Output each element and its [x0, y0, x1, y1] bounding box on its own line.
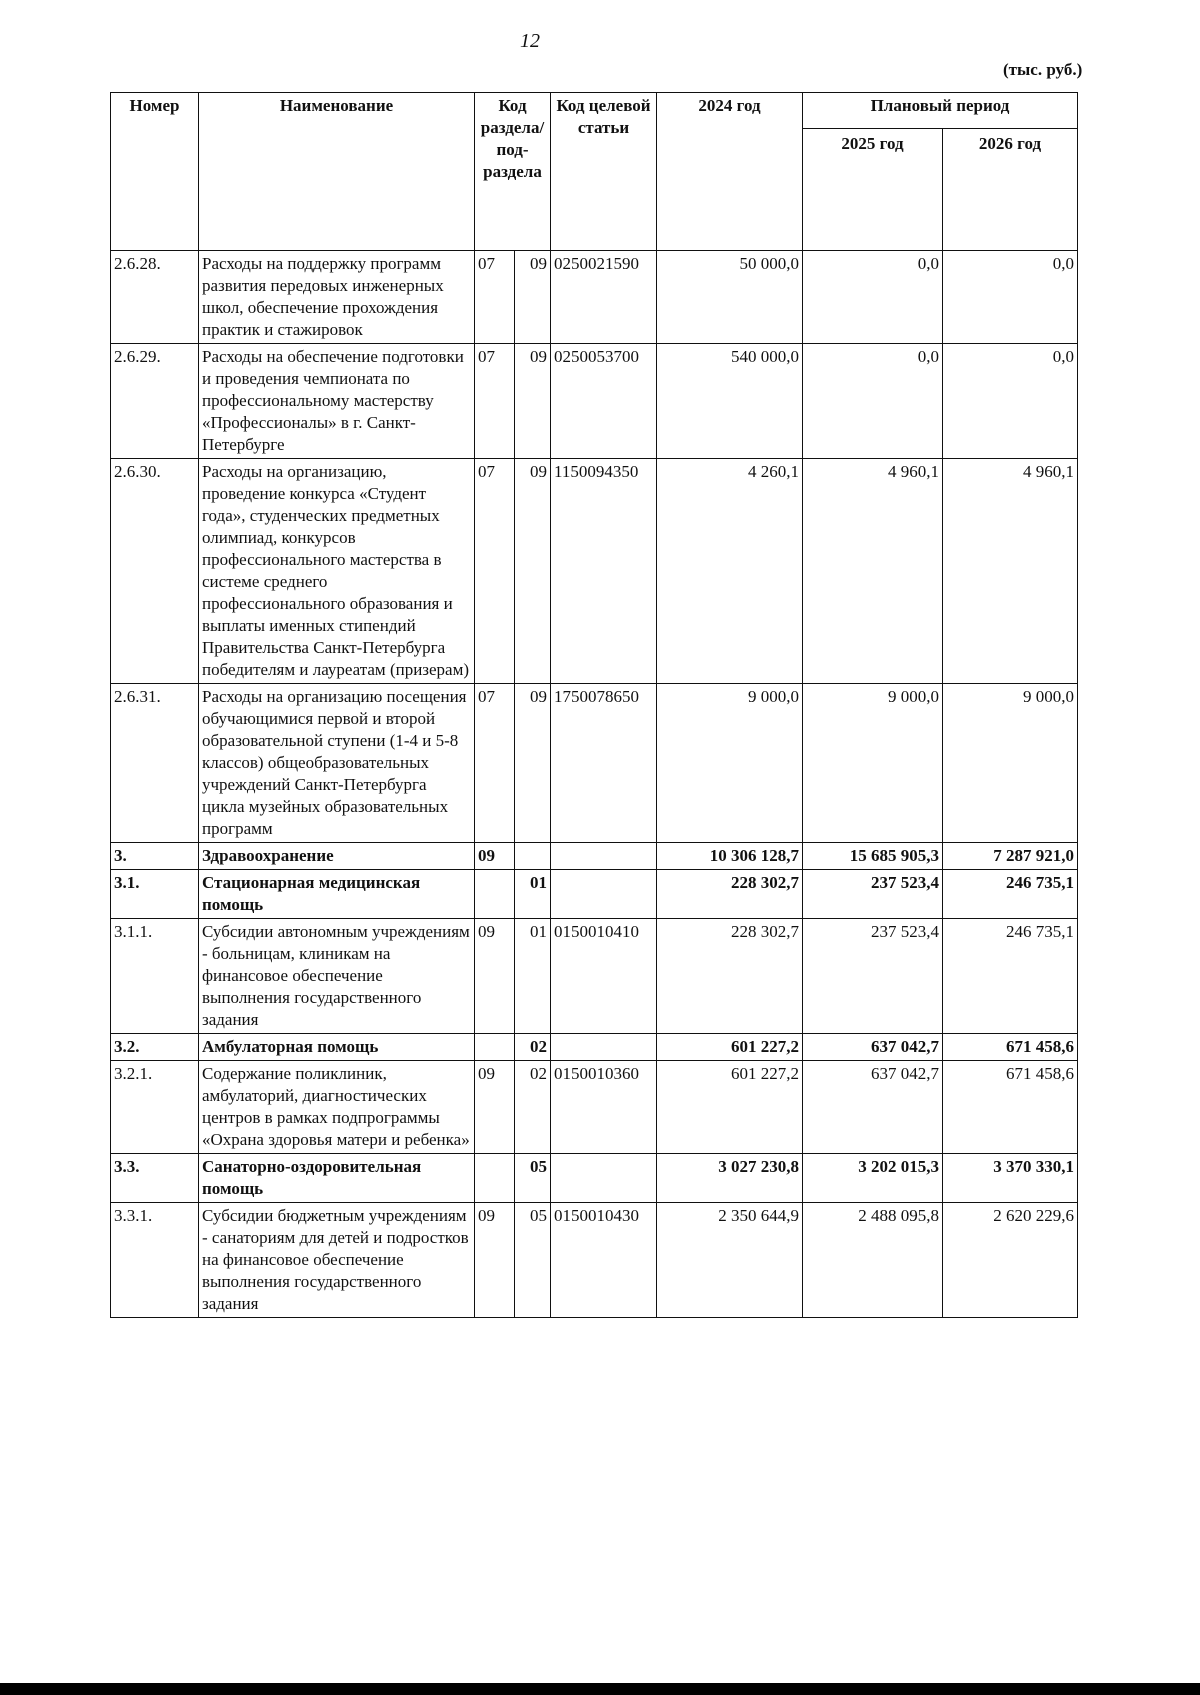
row-section-code: 09 [475, 1061, 515, 1154]
row-section-code: 07 [475, 684, 515, 843]
row-name: Расходы на поддержку программ развития передовых инженерных школ, обеспечение прохождения практик и стажировок [199, 251, 475, 344]
row-name: Здравоохранение [199, 843, 475, 870]
row-number: 2.6.31. [111, 684, 199, 843]
row-value-2024: 601 227,2 [657, 1061, 803, 1154]
row-name: Расходы на обеспечение подготовки и проведения чемпионата по профессиональному мастерству «Профессионалы» в г. Санкт-Петербурге [199, 344, 475, 459]
row-value-2024: 228 302,7 [657, 870, 803, 919]
row-subsection-code: 01 [515, 870, 551, 919]
row-value-2025: 637 042,7 [803, 1034, 943, 1061]
row-section-code: 09 [475, 843, 515, 870]
row-name: Субсидии бюджетным учреждениям - санаториям для детей и подростков на финансовое обеспечение выполнения государственного задания [199, 1203, 475, 1318]
row-value-2025: 2 488 095,8 [803, 1203, 943, 1318]
table-row [111, 344, 1078, 459]
row-value-2026: 4 960,1 [943, 459, 1078, 684]
row-target-code: 0250021590 [551, 251, 657, 344]
table-row [111, 919, 1078, 1034]
row-number: 3.2.1. [111, 1061, 199, 1154]
row-value-2025: 3 202 015,3 [803, 1154, 943, 1203]
row-number: 2.6.29. [111, 344, 199, 459]
header-number: Номер [111, 93, 199, 251]
table-body [111, 251, 1078, 1318]
row-value-2024: 50 000,0 [657, 251, 803, 344]
row-value-2024: 601 227,2 [657, 1034, 803, 1061]
units-label: (тыс. руб.) [1003, 60, 1083, 79]
row-name: Санаторно-оздоровительная помощь [199, 1154, 475, 1203]
row-value-2025: 237 523,4 [803, 870, 943, 919]
row-number: 3.3.1. [111, 1203, 199, 1318]
scan-bottom-edge [0, 1683, 1200, 1695]
page-number: 12 [520, 30, 540, 52]
row-target-code: 0150010410 [551, 919, 657, 1034]
row-value-2024: 9 000,0 [657, 684, 803, 843]
row-section-code [475, 1034, 515, 1061]
header-planned-period: Плановый период [803, 93, 1078, 129]
row-section-code: 07 [475, 459, 515, 684]
row-number: 3. [111, 843, 199, 870]
row-target-code: 1150094350 [551, 459, 657, 684]
row-subsection-code: 09 [515, 459, 551, 684]
row-value-2024: 228 302,7 [657, 919, 803, 1034]
row-value-2024: 3 027 230,8 [657, 1154, 803, 1203]
row-value-2026: 246 735,1 [943, 919, 1078, 1034]
row-value-2026: 0,0 [943, 251, 1078, 344]
row-section-code: 07 [475, 251, 515, 344]
row-target-code: 0250053700 [551, 344, 657, 459]
row-value-2025: 4 960,1 [803, 459, 943, 684]
row-subsection-code: 09 [515, 251, 551, 344]
row-section-code [475, 1154, 515, 1203]
row-value-2025: 15 685 905,3 [803, 843, 943, 870]
row-target-code [551, 843, 657, 870]
row-section-code: 09 [475, 919, 515, 1034]
row-name: Амбулаторная помощь [199, 1034, 475, 1061]
row-value-2025: 0,0 [803, 251, 943, 344]
row-name: Содержание поликлиник, амбулаторий, диагностических центров в рамках подпрограммы «Охрана здоровья матери и ребенка» [199, 1061, 475, 1154]
row-value-2024: 4 260,1 [657, 459, 803, 684]
row-value-2025: 237 523,4 [803, 919, 943, 1034]
row-value-2026: 671 458,6 [943, 1034, 1078, 1061]
table-row [111, 684, 1078, 843]
row-section-code: 09 [475, 1203, 515, 1318]
row-value-2026: 3 370 330,1 [943, 1154, 1078, 1203]
header-row-1 [111, 93, 1078, 129]
header-year-2025: 2025 год [803, 129, 943, 251]
row-value-2025: 0,0 [803, 344, 943, 459]
row-target-code: 0150010360 [551, 1061, 657, 1154]
row-value-2025: 9 000,0 [803, 684, 943, 843]
table-row [111, 251, 1078, 344]
row-subsection-code: 09 [515, 684, 551, 843]
row-section-code [475, 870, 515, 919]
row-value-2026: 2 620 229,6 [943, 1203, 1078, 1318]
row-target-code [551, 870, 657, 919]
row-number: 3.3. [111, 1154, 199, 1203]
header-year-2024: 2024 год [657, 93, 803, 251]
row-number: 3.1.1. [111, 919, 199, 1034]
row-section-code: 07 [475, 344, 515, 459]
header-section-code: Код раздела/ под-раздела [475, 93, 551, 251]
row-value-2026: 246 735,1 [943, 870, 1078, 919]
row-subsection-code: 05 [515, 1154, 551, 1203]
row-number: 2.6.28. [111, 251, 199, 344]
table-row [111, 843, 1078, 870]
row-name: Субсидии автономным учреждениям - больницам, клиникам на финансовое обеспечение выполнения государственного задания [199, 919, 475, 1034]
row-value-2024: 540 000,0 [657, 344, 803, 459]
row-target-code: 1750078650 [551, 684, 657, 843]
row-name: Стационарная медицинская помощь [199, 870, 475, 919]
row-target-code: 0150010430 [551, 1203, 657, 1318]
row-value-2024: 2 350 644,9 [657, 1203, 803, 1318]
row-value-2026: 671 458,6 [943, 1061, 1078, 1154]
budget-table [110, 92, 1078, 1318]
row-number: 3.2. [111, 1034, 199, 1061]
row-value-2025: 637 042,7 [803, 1061, 943, 1154]
row-subsection-code: 09 [515, 344, 551, 459]
table-row [111, 459, 1078, 684]
table-row [111, 1154, 1078, 1203]
row-value-2026: 0,0 [943, 344, 1078, 459]
row-subsection-code [515, 843, 551, 870]
row-name: Расходы на организацию посещения обучающимися первой и второй образовательной ступени (1-4 и 5-8 классов) общеобразовательных учреждений Санкт-Петербурга цикла музейных образовательных программ [199, 684, 475, 843]
row-target-code [551, 1034, 657, 1061]
row-value-2026: 7 287 921,0 [943, 843, 1078, 870]
table-row [111, 1203, 1078, 1318]
row-subsection-code: 02 [515, 1034, 551, 1061]
row-value-2024: 10 306 128,7 [657, 843, 803, 870]
table-row [111, 1034, 1078, 1061]
header-target-code: Код целевой статьи [551, 93, 657, 251]
row-subsection-code: 02 [515, 1061, 551, 1154]
row-target-code [551, 1154, 657, 1203]
row-number: 2.6.30. [111, 459, 199, 684]
row-value-2026: 9 000,0 [943, 684, 1078, 843]
row-name: Расходы на организацию, проведение конкурса «Студент года», студенческих предметных олимпиад, конкурсов профессионального мастерства в системе среднего профессионального образования и выплаты именных стипендий Правительства Санкт-Петербурга победителям и лауреатам (призерам) [199, 459, 475, 684]
table-row [111, 870, 1078, 919]
header-year-2026: 2026 год [943, 129, 1078, 251]
header-name: Наименование [199, 93, 475, 251]
row-subsection-code: 01 [515, 919, 551, 1034]
row-subsection-code: 05 [515, 1203, 551, 1318]
table-row [111, 1061, 1078, 1154]
row-number: 3.1. [111, 870, 199, 919]
